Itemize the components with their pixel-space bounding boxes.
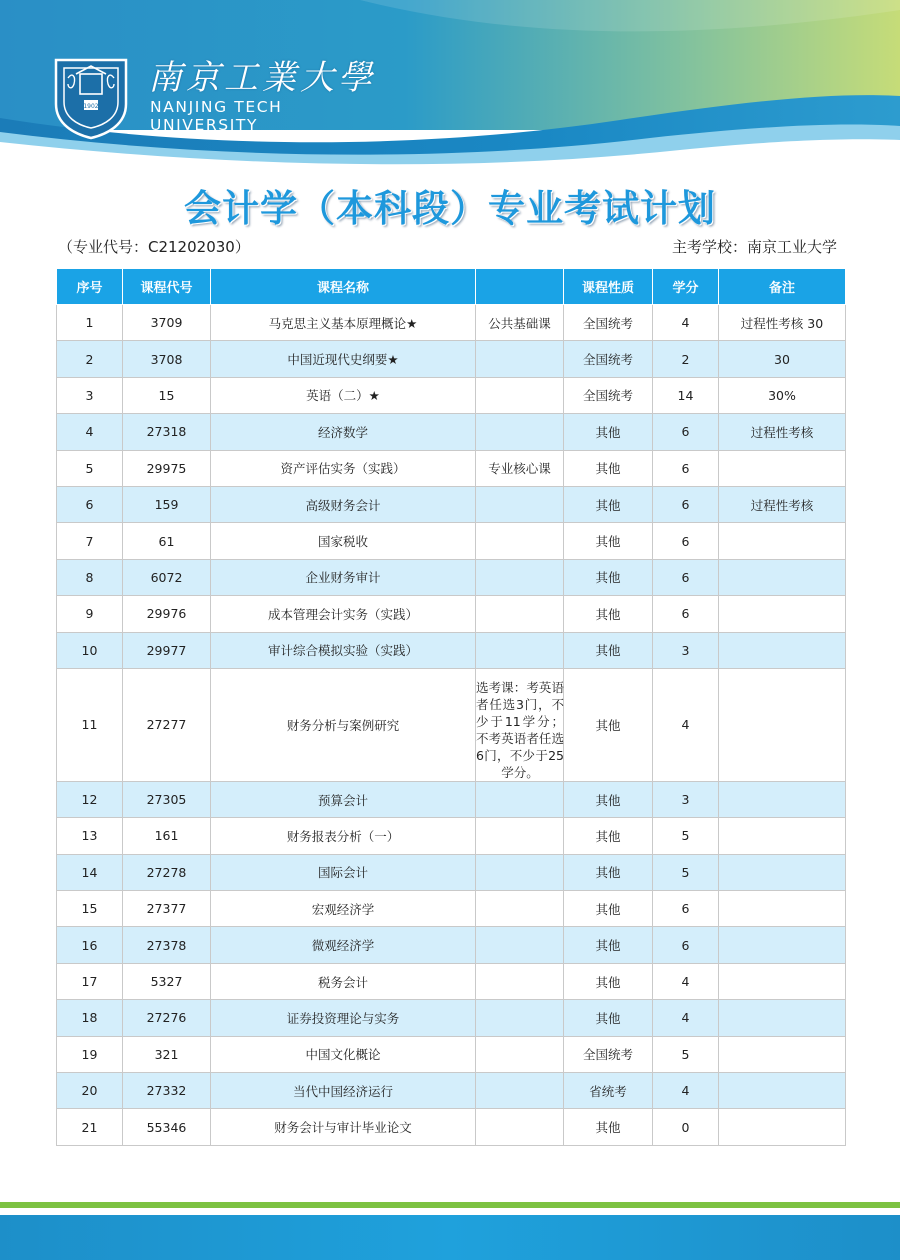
- cell-name: 马克思主义基本原理概论★: [211, 305, 476, 341]
- cell-credit: 5: [653, 1036, 719, 1072]
- table-row: [57, 377, 846, 413]
- cell-name: 成本管理会计实务（实践）: [211, 596, 476, 632]
- cell-no: 3: [57, 377, 123, 413]
- cell-category: [476, 486, 564, 522]
- cell-code: 3709: [123, 305, 211, 341]
- cell-remark: [719, 668, 846, 781]
- elective-note-cell: [476, 668, 564, 781]
- cell-remark: [719, 891, 846, 927]
- cell-remark: [719, 450, 846, 486]
- cell-credit: 6: [653, 559, 719, 595]
- cell-credit: 6: [653, 596, 719, 632]
- cell-category: [476, 632, 564, 668]
- cell-remark: [719, 818, 846, 854]
- table-row: [57, 305, 846, 341]
- cell-credit: 6: [653, 414, 719, 450]
- cell-code: 3708: [123, 341, 211, 377]
- cell-category: [476, 341, 564, 377]
- cell-credit: 5: [653, 854, 719, 890]
- emblem-year: 1902: [83, 103, 99, 110]
- cell-name: 微观经济学: [211, 927, 476, 963]
- cell-remark: [719, 781, 846, 817]
- cell-no: 10: [57, 632, 123, 668]
- cell-nature: 其他: [564, 927, 653, 963]
- table-row: [57, 927, 846, 963]
- cell-name: 国际会计: [211, 854, 476, 890]
- cell-name: 中国文化概论: [211, 1036, 476, 1072]
- cell-code: 61: [123, 523, 211, 559]
- cell-nature: 省统考: [564, 1073, 653, 1109]
- cell-name: 财务会计与审计毕业论文: [211, 1109, 476, 1145]
- cell-no: 4: [57, 414, 123, 450]
- header-credit: 学分: [653, 269, 719, 305]
- cell-credit: 14: [653, 377, 719, 413]
- cell-remark: 30%: [719, 377, 846, 413]
- cell-credit: 4: [653, 963, 719, 999]
- university-name-en-line2: UNIVERSITY: [150, 116, 259, 134]
- table-row: [57, 486, 846, 522]
- cell-code: 161: [123, 818, 211, 854]
- cell-credit: 3: [653, 781, 719, 817]
- cell-credit: 4: [653, 668, 719, 781]
- banner-background: [0, 0, 900, 175]
- table-row: [57, 854, 846, 890]
- cell-code: 159: [123, 486, 211, 522]
- header-nature: 课程性质: [564, 269, 653, 305]
- cell-code: 27332: [123, 1073, 211, 1109]
- cell-name: 财务分析与案例研究: [211, 668, 476, 781]
- cell-name: 证券投资理论与实务: [211, 1000, 476, 1036]
- cell-name: 宏观经济学: [211, 891, 476, 927]
- table-row: [57, 668, 846, 781]
- cell-name: 财务报表分析（一）: [211, 818, 476, 854]
- table-row: [57, 1073, 846, 1109]
- table-row: [57, 891, 846, 927]
- cell-name: 税务会计: [211, 963, 476, 999]
- table-row: [57, 632, 846, 668]
- header-code: 课程代号: [123, 269, 211, 305]
- cell-remark: 过程性考核: [719, 414, 846, 450]
- cell-name: 当代中国经济运行: [211, 1073, 476, 1109]
- cell-no: 15: [57, 891, 123, 927]
- cell-name: 资产评估实务（实践）: [211, 450, 476, 486]
- cell-name: 高级财务会计: [211, 486, 476, 522]
- cell-name: 预算会计: [211, 781, 476, 817]
- cell-no: 6: [57, 486, 123, 522]
- cell-no: 2: [57, 341, 123, 377]
- cell-remark: [719, 1109, 846, 1145]
- table-row: [57, 781, 846, 817]
- cell-code: 27378: [123, 927, 211, 963]
- cell-code: 27276: [123, 1000, 211, 1036]
- cell-nature: 其他: [564, 559, 653, 595]
- cell-category: [476, 927, 564, 963]
- cell-nature: 其他: [564, 523, 653, 559]
- cell-code: 15: [123, 377, 211, 413]
- cell-code: 27377: [123, 891, 211, 927]
- cell-remark: [719, 1073, 846, 1109]
- cell-nature: 其他: [564, 450, 653, 486]
- cell-credit: 4: [653, 1000, 719, 1036]
- cell-code: 321: [123, 1036, 211, 1072]
- cell-category: [476, 1036, 564, 1072]
- cell-nature: 其他: [564, 963, 653, 999]
- cell-category: [476, 377, 564, 413]
- cell-nature: 其他: [564, 486, 653, 522]
- cell-nature: 其他: [564, 1000, 653, 1036]
- cell-category: [476, 1109, 564, 1145]
- cell-remark: [719, 596, 846, 632]
- header-name: 课程名称: [211, 269, 476, 305]
- cell-code: 6072: [123, 559, 211, 595]
- cell-category: [476, 963, 564, 999]
- cell-no: 20: [57, 1073, 123, 1109]
- cell-remark: 过程性考核: [719, 486, 846, 522]
- cell-code: 55346: [123, 1109, 211, 1145]
- cell-nature: 其他: [564, 854, 653, 890]
- cell-category: [476, 818, 564, 854]
- table-row: [57, 963, 846, 999]
- cell-credit: 0: [653, 1109, 719, 1145]
- cell-credit: 6: [653, 927, 719, 963]
- cell-nature: 全国统考: [564, 1036, 653, 1072]
- cell-nature: 其他: [564, 632, 653, 668]
- footer-green-line: [0, 1202, 900, 1208]
- cell-credit: 5: [653, 818, 719, 854]
- cell-code: 27277: [123, 668, 211, 781]
- table-row: [57, 341, 846, 377]
- cell-category: [476, 854, 564, 890]
- cell-remark: [719, 523, 846, 559]
- university-name-en: [150, 98, 282, 134]
- cell-category: [476, 559, 564, 595]
- cell-remark: [719, 559, 846, 595]
- cell-nature: 其他: [564, 414, 653, 450]
- host-school: 主考学校：南京工业大学: [671, 238, 837, 256]
- university-name-en-line1: NANJING TECH: [150, 98, 283, 116]
- table-row: [57, 1109, 846, 1145]
- cell-credit: 6: [653, 486, 719, 522]
- cell-nature: 全国统考: [564, 305, 653, 341]
- cell-no: 16: [57, 927, 123, 963]
- cell-name: 英语（二）★: [211, 377, 476, 413]
- table-row: [57, 596, 846, 632]
- cell-nature: 其他: [564, 818, 653, 854]
- cell-credit: 4: [653, 1073, 719, 1109]
- cell-code: 27305: [123, 781, 211, 817]
- cell-nature: 其他: [564, 1109, 653, 1145]
- cell-no: 1: [57, 305, 123, 341]
- cell-code: 27318: [123, 414, 211, 450]
- cell-no: 14: [57, 854, 123, 890]
- cell-category: [476, 596, 564, 632]
- cell-code: 29975: [123, 450, 211, 486]
- cell-nature: 其他: [564, 596, 653, 632]
- cell-remark: [719, 927, 846, 963]
- header-banner: [0, 0, 900, 175]
- cell-no: 17: [57, 963, 123, 999]
- cell-credit: 4: [653, 305, 719, 341]
- major-code: （专业代号：C21202030）: [58, 238, 250, 256]
- cell-no: 5: [57, 450, 123, 486]
- university-emblem-icon: [52, 56, 130, 140]
- cell-nature: 其他: [564, 668, 653, 781]
- cell-code: 27278: [123, 854, 211, 890]
- cell-credit: 3: [653, 632, 719, 668]
- cell-credit: 6: [653, 891, 719, 927]
- cell-no: 8: [57, 559, 123, 595]
- cell-nature: 其他: [564, 781, 653, 817]
- footer-blue-band: [0, 1215, 900, 1260]
- cell-no: 13: [57, 818, 123, 854]
- cell-category: 公共基础课: [476, 305, 564, 341]
- header-category: [476, 269, 564, 305]
- cell-no: 7: [57, 523, 123, 559]
- exam-plan-table: [56, 268, 846, 1146]
- cell-code: 5327: [123, 963, 211, 999]
- cell-category: [476, 891, 564, 927]
- cell-code: 29977: [123, 632, 211, 668]
- cell-credit: 2: [653, 341, 719, 377]
- cell-nature: 全国统考: [564, 341, 653, 377]
- cell-category: [476, 1000, 564, 1036]
- cell-no: 9: [57, 596, 123, 632]
- page-title: 会计学（本科段）专业考试计划: [184, 187, 716, 230]
- cell-credit: 6: [653, 523, 719, 559]
- header-no: 序号: [57, 269, 123, 305]
- cell-remark: [719, 1000, 846, 1036]
- cell-code: 29976: [123, 596, 211, 632]
- table-row: [57, 523, 846, 559]
- university-name-cn: 南京工業大學: [148, 58, 376, 98]
- table-row: [57, 559, 846, 595]
- cell-category: [476, 1073, 564, 1109]
- table-row: [57, 1036, 846, 1072]
- cell-category: 专业核心课: [476, 450, 564, 486]
- table-row: [57, 450, 846, 486]
- cell-remark: [719, 854, 846, 890]
- table-row: [57, 1000, 846, 1036]
- cell-remark: [719, 963, 846, 999]
- cell-category: [476, 781, 564, 817]
- cell-name: 中国近现代史纲要★: [211, 341, 476, 377]
- table-header-row: [57, 269, 846, 305]
- cell-name: 经济数学: [211, 414, 476, 450]
- cell-name: 企业财务审计: [211, 559, 476, 595]
- cell-remark: [719, 1036, 846, 1072]
- cell-no: 11: [57, 668, 123, 781]
- table-row: [57, 818, 846, 854]
- cell-no: 12: [57, 781, 123, 817]
- cell-nature: 其他: [564, 891, 653, 927]
- cell-remark: [719, 632, 846, 668]
- cell-no: 18: [57, 1000, 123, 1036]
- cell-remark: 30: [719, 341, 846, 377]
- cell-category: [476, 414, 564, 450]
- cell-category: [476, 523, 564, 559]
- table-row: [57, 414, 846, 450]
- cell-name: 审计综合模拟实验（实践）: [211, 632, 476, 668]
- cell-nature: 全国统考: [564, 377, 653, 413]
- header-remark: 备注: [719, 269, 846, 305]
- cell-no: 21: [57, 1109, 123, 1145]
- cell-name: 国家税收: [211, 523, 476, 559]
- cell-credit: 6: [653, 450, 719, 486]
- cell-no: 19: [57, 1036, 123, 1072]
- elective-note: 选考课：考英语者任选3门，不少于11学分；不考英语者任选6门，不少于25学分。: [476, 679, 564, 780]
- cell-remark: 过程性考核 30: [719, 305, 846, 341]
